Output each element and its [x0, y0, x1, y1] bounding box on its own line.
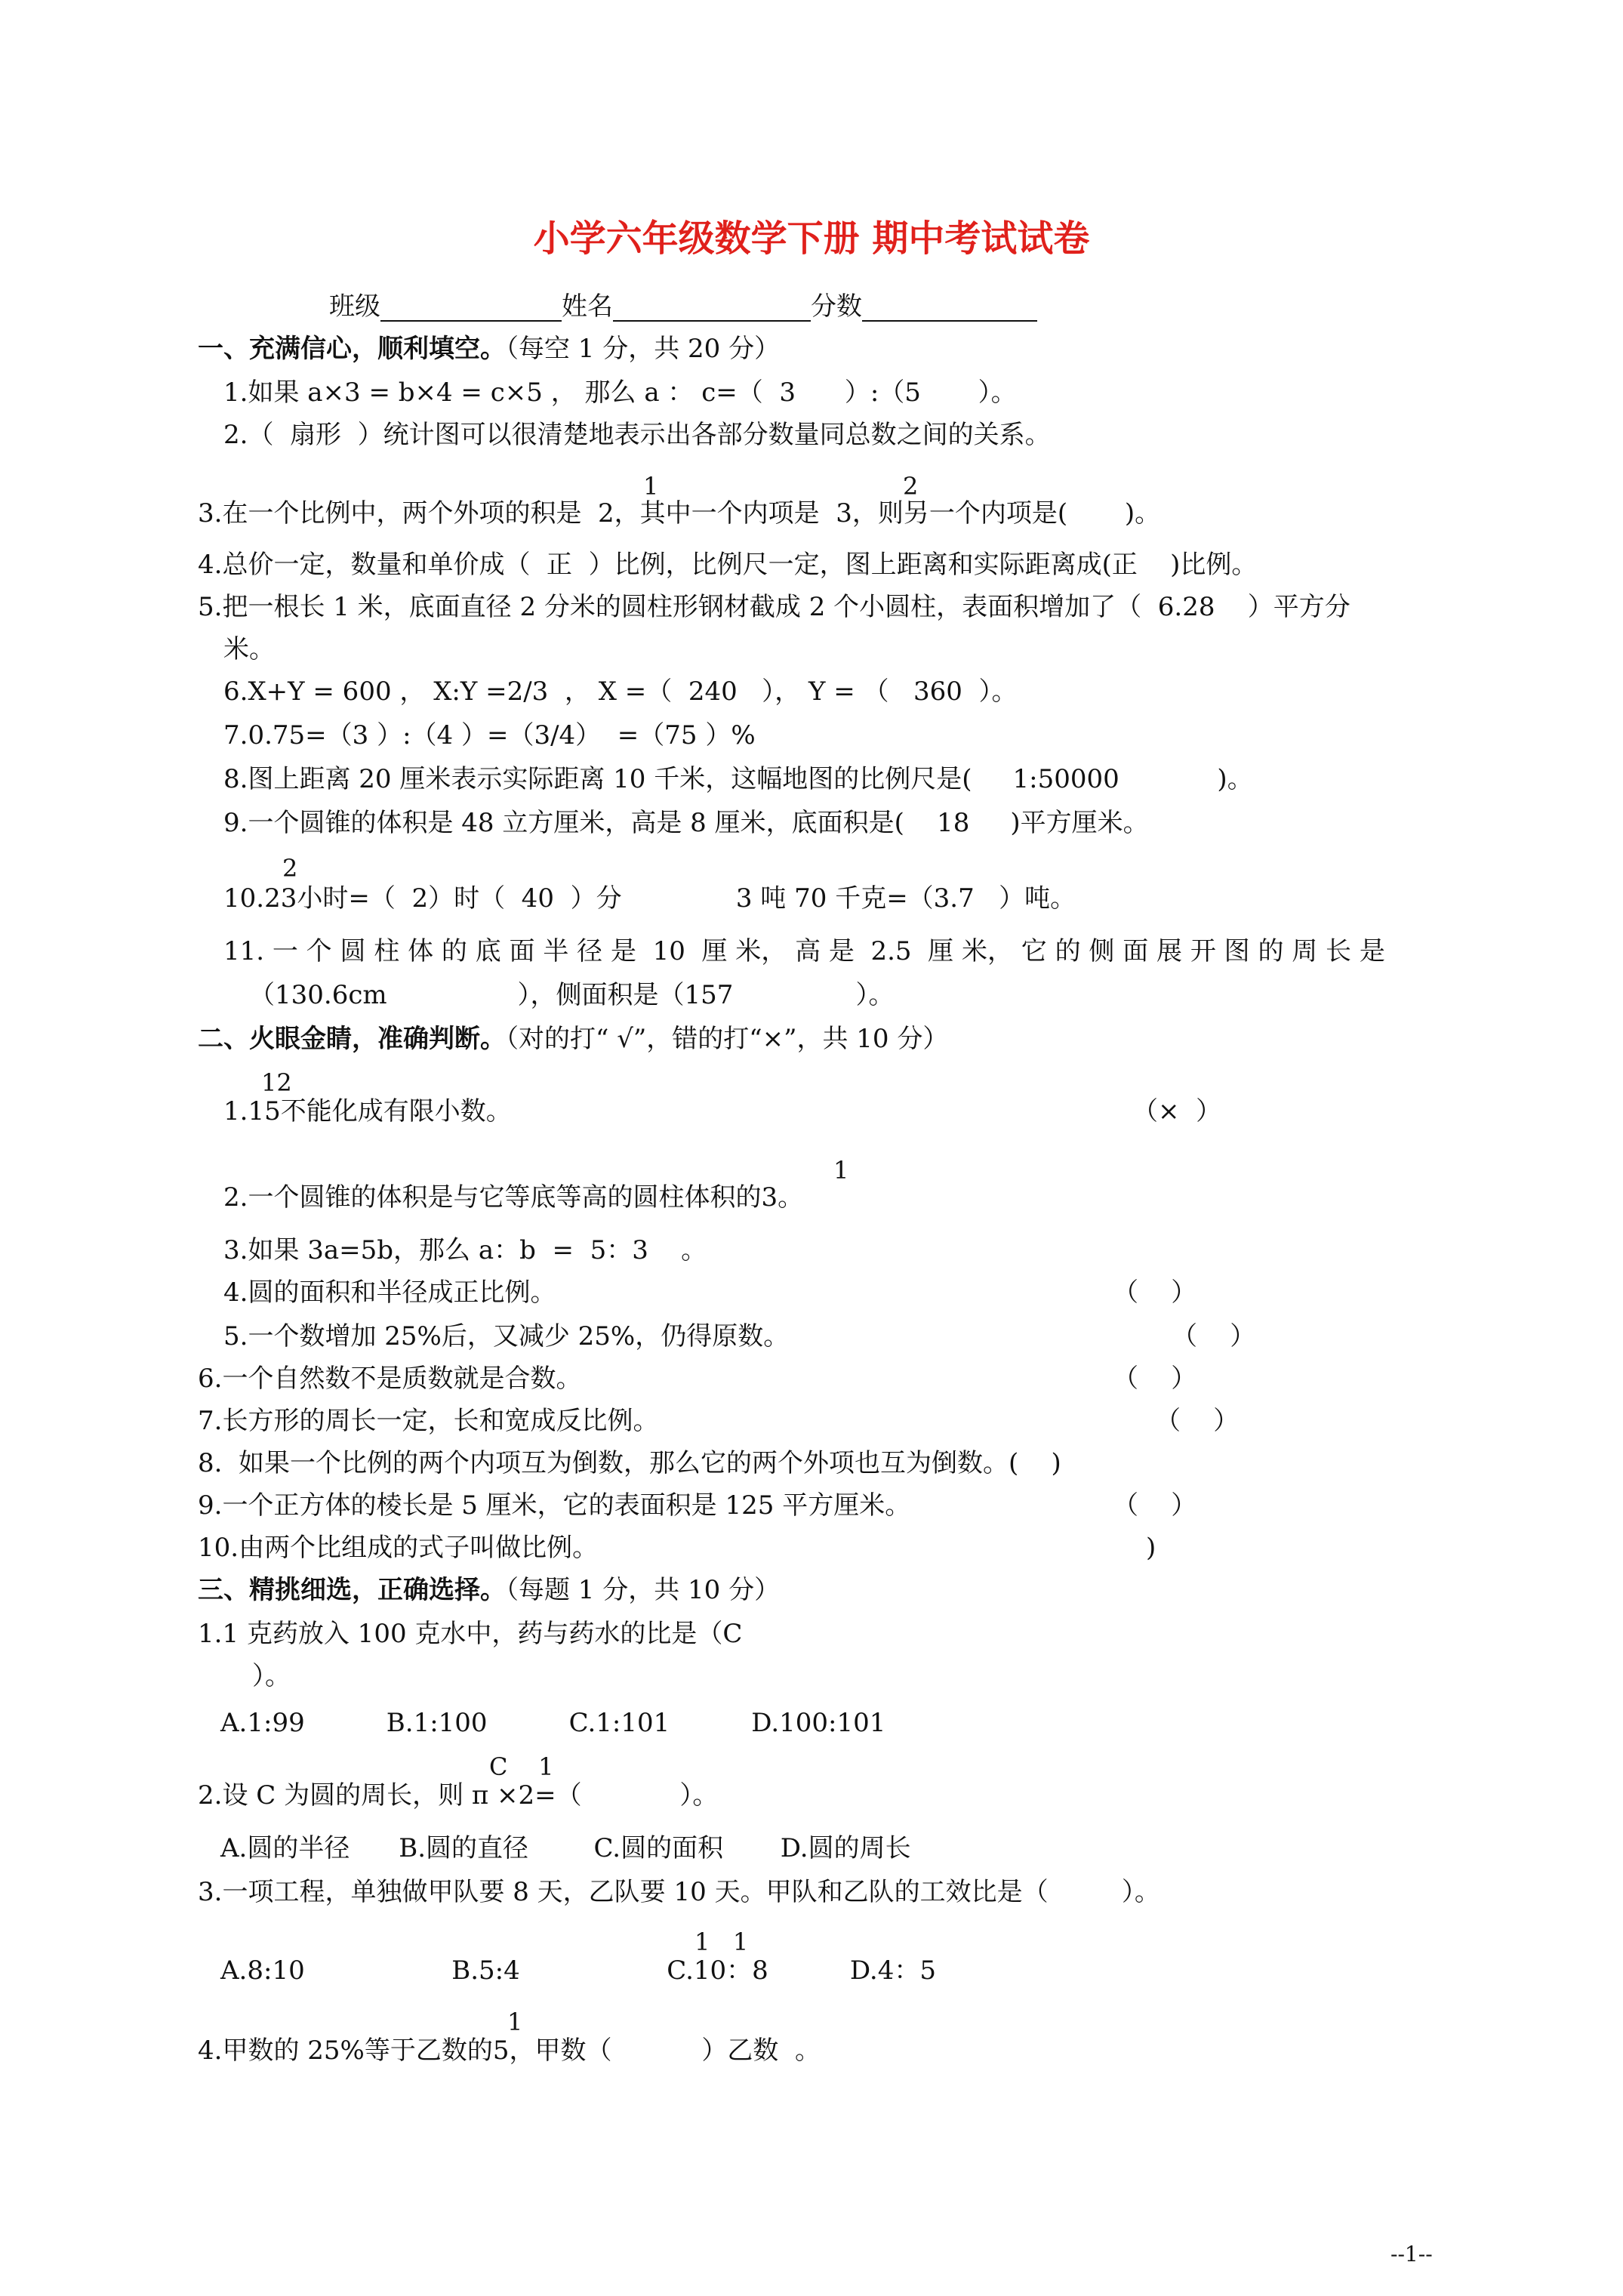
s3-q4-fraction: 1: [507, 2008, 523, 2036]
s1-question-3: 3.在一个比例中，两个外项的积是 2，其中一个内项是 3，则另一个内项是( )。: [198, 498, 1161, 529]
s3-options-1: A.1:99 B.1:100 C.1:101 D.100:101: [220, 1708, 886, 1738]
name-label: 姓名: [562, 291, 613, 322]
section1-note: （每空 1 分，共 20 分）: [506, 334, 781, 364]
s2-question-2: 2.一个圆锥的体积是与它等底等高的圆柱体积的3。: [223, 1182, 804, 1213]
name-blank: [613, 293, 811, 322]
section3-note: （每题 1 分，共 10 分）: [506, 1575, 781, 1605]
s2-answer-1: （× ）: [1132, 1096, 1222, 1126]
score-blank: [862, 293, 1037, 322]
section1-heading: 一、充满信心，顺利填空。: [198, 334, 506, 364]
s1-question-1: 1.如果 a×3 = b×4 = c×5 ， 那么 a ： c=（ 3 ）:（5 ）。: [223, 378, 1017, 408]
student-info-line: [329, 291, 1037, 322]
s2-answer-6: （ ）: [1113, 1364, 1197, 1394]
s2-answer-7: （ ）: [1155, 1406, 1240, 1436]
s3-options-2: A.圆的半径 B.圆的直径 C.圆的面积 D.圆的周长: [220, 1833, 911, 1863]
s2-question-9: 9.一个正方体的棱长是 5 厘米，它的表面积是 125 平方厘米。: [198, 1490, 911, 1521]
s3-question-3: 3.一项工程，单独做甲队要 8 天，乙队要 10 天。甲队和乙队的工效比是（ ）。: [198, 1877, 1160, 1907]
s1-question-8: 8.图上距离 20 厘米表示实际距离 10 千米，这幅地图的比例尺是( 1:50000 )。: [223, 764, 1253, 794]
s2-question-8: 8. 如果一个比例的两个内项互为倒数，那么它的两个外项也互为倒数。( ): [198, 1448, 1061, 1478]
s2-q1-fraction: 12: [261, 1068, 292, 1097]
s2-answer-10: ): [1146, 1533, 1156, 1563]
s1-question-2: 2.（ 扇形 ）统计图可以很清楚地表示出各部分数量同总数之间的关系。: [223, 420, 1051, 450]
s2-answer-9: （ ）: [1113, 1490, 1197, 1521]
s3-question-4: 4.甲数的 25%等于乙数的5，甲数（ ）乙数 。: [198, 2036, 821, 2066]
s2-question-10: 10.由两个比组成的式子叫做比例。: [198, 1533, 599, 1563]
s2-question-5: 5.一个数增加 25%后，又减少 25%，仍得原数。: [223, 1321, 790, 1351]
section1-header: [198, 334, 780, 364]
s1-q3-fraction-1: 1: [643, 472, 659, 501]
section3-header: [198, 1575, 780, 1605]
s2-question-7: 7.长方形的周长一定，长和宽成反比例。: [198, 1406, 659, 1436]
s2-question-4: 4.圆的面积和半径成正比例。: [223, 1277, 556, 1308]
s2-question-1: 1.15不能化成有限小数。: [223, 1096, 512, 1126]
class-label: 班级: [329, 291, 380, 322]
page-number: --1--: [1390, 2242, 1433, 2267]
s3-question-2: 2.设 C 为圆的周长，则 π ×2=（ ）。: [198, 1780, 719, 1811]
s1-question-7: 7.0.75=（3 ）:（4 ）=（3/4） =（75 ）%: [223, 720, 756, 750]
section2-heading: 二、火眼金睛，准确判断。: [198, 1024, 506, 1054]
s1-question-11-line-2: （130.6cm ），侧面积是（157 ）。: [249, 980, 895, 1010]
score-label: 分数: [811, 291, 862, 322]
section2-note: （对的打“ √”，错的打“×”，共 10 分）: [506, 1024, 949, 1054]
section2-header: [198, 1024, 948, 1054]
s2-answer-4: （ ）: [1113, 1277, 1197, 1308]
s3-options-3: A.8:10 B.5:4 C.10：8 D.4：5: [220, 1955, 936, 1986]
s3-question-1-line-2: ）。: [252, 1661, 291, 1691]
section3-heading: 三、精挑细选，正确选择。: [198, 1575, 506, 1605]
exam-title: 小学六年级数学下册 期中考试试卷: [533, 217, 1090, 260]
s1-q10-fraction: 2: [282, 854, 298, 883]
class-blank: [380, 293, 562, 322]
s2-q2-fraction: 1: [833, 1156, 849, 1185]
s2-question-6: 6.一个自然数不是质数就是合数。: [198, 1364, 582, 1394]
s1-question-10: 10.23小时=（ 2）时（ 40 ）分 3 吨 70 千克=（3.7 ）吨。: [223, 883, 1076, 914]
s1-q3-fraction-2: 2: [903, 472, 919, 501]
s2-question-3: 3.如果 3a=5b，那么 a：b = 5：3 。: [223, 1235, 707, 1265]
s1-question-9: 9.一个圆锥的体积是 48 立方厘米，高是 8 厘米，底面积是( 18 )平方厘米。: [223, 808, 1149, 838]
s3-q2-fraction: C 1: [489, 1752, 554, 1781]
s1-question-5-line-1: 5.把一根长 1 米，底面直径 2 分米的圆柱形钢材截成 2 个小圆柱，表面积增加了（ 6.28 ）平方分: [198, 592, 1350, 622]
s1-question-4: 4.总价一定，数量和单价成（ 正 ）比例，比例尺一定，图上距离和实际距离成(正 )比例。: [198, 550, 1258, 580]
s3-question-1-line-1: 1.1 克药放入 100 克水中，药与药水的比是（C: [198, 1619, 743, 1649]
s1-question-11-line-1: 11. 一 个 圆 柱 体 的 底 面 半 径 是 10 厘 米， 高 是 2.5 厘 米， 它 的 侧 面 展 开 图 的 周 长 是: [223, 936, 1385, 966]
s1-question-6: 6.X+Y = 600 ， X:Y =2/3 ， X =（ 240 ）， Y = （ 360 ）。: [223, 676, 1018, 707]
s3-q3-fraction: 1 1: [694, 1928, 749, 1956]
s2-answer-5: （ ）: [1172, 1321, 1256, 1351]
s1-question-5-line-2: 米。: [223, 634, 275, 664]
